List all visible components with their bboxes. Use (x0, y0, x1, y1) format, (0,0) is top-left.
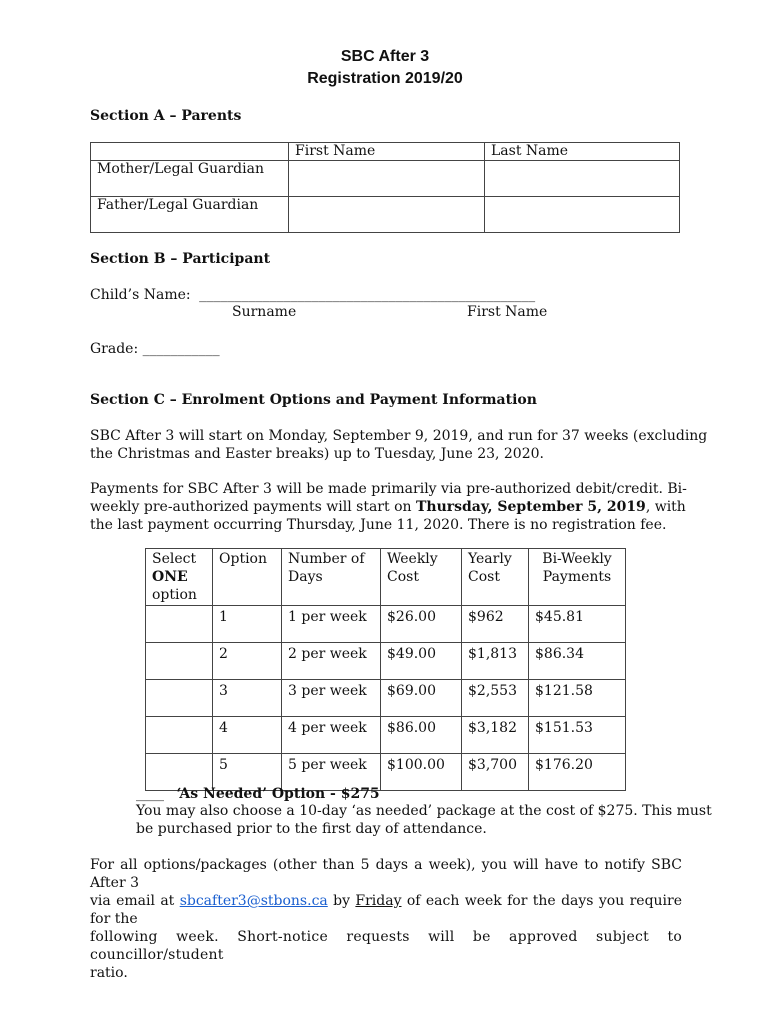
page-title: SBC After 3 (340, 48, 430, 65)
select-option-2-cell[interactable] (146, 643, 213, 680)
surname-caption: Surname (232, 304, 297, 320)
grade-label: Grade: (90, 341, 139, 357)
section-c-heading: Section C – Enrolment Options and Payment Information (90, 392, 537, 408)
as-needed-select-field[interactable]: ____ (136, 786, 164, 802)
col-first-name: First Name (289, 143, 485, 161)
header-text: Bi-Weekly (542, 551, 612, 567)
father-first-name-field[interactable] (289, 197, 485, 233)
header-text: Payments (542, 569, 612, 585)
option-biweekly-payment: $86.34 (529, 643, 626, 680)
select-option-1-cell[interactable] (146, 606, 213, 643)
header-text: Cost (468, 569, 500, 585)
header-text: Cost (387, 569, 419, 585)
notify-text: via email at (90, 893, 180, 909)
option-weekly-cost: $49.00 (381, 643, 462, 680)
start-paragraph-line: SBC After 3 will start on Monday, September 9, 2019, and run for 37 weeks (excluding (90, 428, 708, 444)
as-needed-line: You may also choose a 10-day ‘as needed’ package at the cost of $275. This must (136, 803, 712, 819)
option-days: 1 per week (282, 606, 381, 643)
option-weekly-cost: $100.00 (381, 754, 462, 791)
option-biweekly-payment: $176.20 (529, 754, 626, 791)
option-weekly-cost: $26.00 (381, 606, 462, 643)
option-number: 1 (213, 606, 282, 643)
payment-paragraph (90, 480, 687, 534)
notify-text: by (327, 893, 356, 909)
payment-text: , with (645, 499, 686, 515)
notify-line: following week. Short-notice requests will be approved subject to councillor/student (90, 929, 682, 963)
as-needed-row (136, 785, 380, 803)
option-biweekly-payment: $45.81 (529, 606, 626, 643)
option-weekly-cost: $69.00 (381, 680, 462, 717)
option-yearly-cost: $962 (462, 606, 529, 643)
row-mother: Mother/Legal Guardian (91, 161, 289, 197)
header-text: Yearly (468, 551, 512, 567)
payment-paragraph-line (90, 498, 687, 516)
option-number: 4 (213, 717, 282, 754)
header-yearly (462, 549, 529, 606)
header-text: Select (152, 551, 197, 567)
payment-paragraph-line: the last payment occurring Thursday, June 11, 2020. There is no registration fee. (90, 517, 667, 533)
header-select (146, 549, 213, 606)
option-days: 5 per week (282, 754, 381, 791)
notify-friday: Friday (355, 893, 402, 909)
notify-text: of each week for the days you require for the (90, 893, 683, 927)
row-father: Father/Legal Guardian (91, 197, 289, 233)
grade-row (90, 340, 220, 358)
table-row (146, 717, 626, 754)
firstname-caption: First Name (467, 304, 548, 320)
payment-start-date: Thursday, September 5, 2019 (415, 499, 646, 515)
option-number: 5 (213, 754, 282, 791)
table-row (146, 606, 626, 643)
select-option-3-cell[interactable] (146, 680, 213, 717)
payment-text: weekly pre-authorized payments will start on (90, 499, 416, 515)
enrolment-options-table (145, 548, 626, 791)
option-days: 2 per week (282, 643, 381, 680)
mother-first-name-field[interactable] (289, 161, 485, 197)
option-biweekly-payment: $121.58 (529, 680, 626, 717)
start-paragraph-line: the Christmas and Easter breaks) up to Tuesday, June 23, 2020. (90, 446, 544, 462)
col-last-name: Last Name (485, 143, 680, 161)
option-biweekly-payment: $151.53 (529, 717, 626, 754)
option-yearly-cost: $2,553 (462, 680, 529, 717)
option-yearly-cost: $3,182 (462, 717, 529, 754)
notify-line (90, 892, 682, 928)
table-row (146, 643, 626, 680)
section-b-heading: Section B – Participant (90, 251, 271, 267)
option-days: 4 per week (282, 717, 381, 754)
child-name-field[interactable]: ________________________________________________ (199, 287, 536, 303)
as-needed-heading: ‘As Needed’ Option - $275 (176, 786, 380, 802)
start-paragraph (90, 427, 707, 463)
child-name-row (90, 286, 535, 304)
header-text: option (152, 587, 197, 603)
header-option: Option (213, 549, 282, 606)
select-option-4-cell[interactable] (146, 717, 213, 754)
header-text: Days (288, 569, 323, 585)
header-text: Number of (288, 551, 365, 567)
header-weekly (381, 549, 462, 606)
as-needed-description (136, 802, 712, 838)
option-weekly-cost: $86.00 (381, 717, 462, 754)
notify-line: ratio. (90, 965, 128, 981)
option-number: 3 (213, 680, 282, 717)
notify-paragraph (90, 856, 682, 982)
payment-paragraph-line: Payments for SBC After 3 will be made primarily via pre-authorized debit/credit. Bi- (90, 481, 687, 497)
table-row (146, 680, 626, 717)
email-link[interactable]: sbcafter3@stbons.ca (179, 893, 328, 909)
header-biweekly (529, 549, 626, 606)
grade-field[interactable]: ___________ (142, 341, 220, 357)
header-days (282, 549, 381, 606)
header-text: ONE (152, 569, 188, 585)
option-days: 3 per week (282, 680, 381, 717)
notify-line: For all options/packages (other than 5 days a week), you will have to notify SBC After 3 (90, 857, 682, 891)
child-name-label: Child’s Name: (90, 287, 191, 303)
section-a-heading: Section A – Parents (90, 108, 242, 124)
header-text: Weekly (387, 551, 438, 567)
option-yearly-cost: $3,700 (462, 754, 529, 791)
page-subtitle: Registration 2019/20 (307, 70, 463, 87)
mother-last-name-field[interactable] (485, 161, 680, 197)
parents-table (90, 142, 680, 233)
parents-corner-cell (91, 143, 289, 161)
option-yearly-cost: $1,813 (462, 643, 529, 680)
option-number: 2 (213, 643, 282, 680)
father-last-name-field[interactable] (485, 197, 680, 233)
as-needed-line: be purchased prior to the first day of attendance. (136, 821, 487, 837)
